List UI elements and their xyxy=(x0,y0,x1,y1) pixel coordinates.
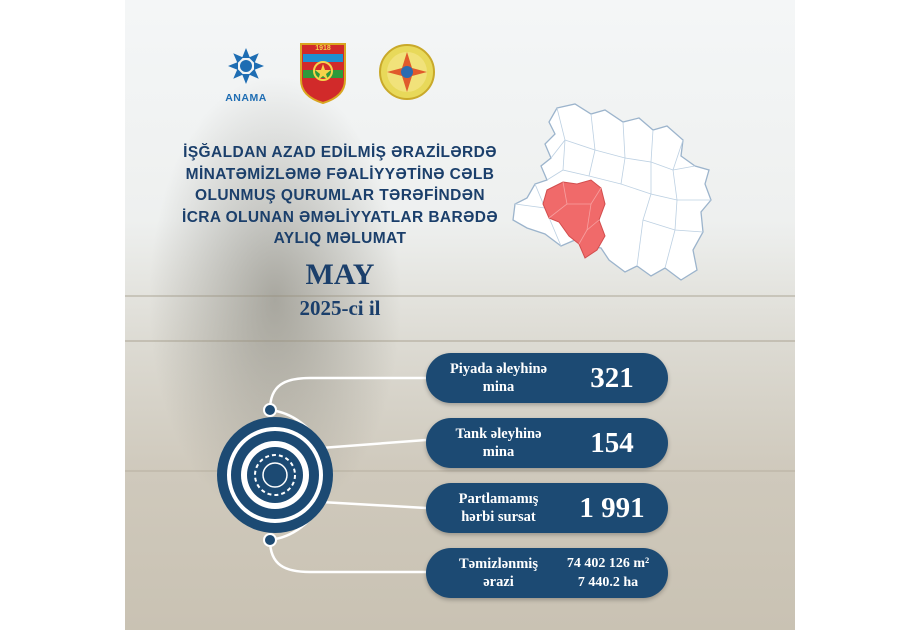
infographic-card xyxy=(125,0,795,630)
title-line: İCRA OLUNAN ƏMƏLİYYATLAR BARƏDƏ xyxy=(181,208,499,226)
report-month: MAY xyxy=(305,258,375,291)
stat-label xyxy=(436,555,561,591)
stat-label-line: hərbi sursat xyxy=(461,509,536,525)
stat-label-line: mina xyxy=(482,444,515,460)
stat-unexploded-ordnance xyxy=(426,483,668,533)
stat-label xyxy=(436,360,561,396)
stat-value-area-m2: 74 402 126 m² xyxy=(566,556,650,571)
title-line: OLUNMUŞ QURUMLAR TƏRƏFİNDƏN xyxy=(195,187,485,204)
stat-value: 321 xyxy=(590,362,634,394)
stat-cleared-area xyxy=(426,548,668,598)
stat-antipersonnel-mines xyxy=(426,353,668,403)
army-logo-year: 1918 xyxy=(315,45,331,52)
stat-antitank-mines xyxy=(426,418,668,468)
stat-label-line: ərazi xyxy=(483,574,514,590)
stat-label xyxy=(436,425,561,461)
report-year: 2025-ci il xyxy=(299,296,381,320)
stat-value: 154 xyxy=(590,427,634,459)
target-icon xyxy=(217,417,333,533)
stat-label xyxy=(436,490,561,526)
title-line: MİNATƏMİZLƏMƏ FƏALİYYƏTİNƏ CƏLB xyxy=(185,165,495,183)
connector-graphic xyxy=(125,0,795,630)
stat-label-line: mina xyxy=(482,379,515,395)
stat-value-area-ha: 7 440.2 ha xyxy=(577,575,639,590)
stat-value: 1 991 xyxy=(579,492,645,524)
stat-label-line: Piyada əleyhinə xyxy=(449,361,548,377)
stat-label-line: Tank əleyhinə xyxy=(455,426,542,442)
anama-logo-text: ANAMA xyxy=(225,92,267,104)
title-line: İŞĞALDAN AZAD EDİLMİŞ ƏRAZİLƏRDƏ xyxy=(183,144,497,161)
stat-label-line: Təmizlənmiş xyxy=(459,556,538,572)
azerbaijan-map-icon xyxy=(505,100,715,285)
title-line: AYLIQ MƏLUMAT xyxy=(273,230,407,247)
stat-label-line: Partlamamış xyxy=(458,491,539,507)
